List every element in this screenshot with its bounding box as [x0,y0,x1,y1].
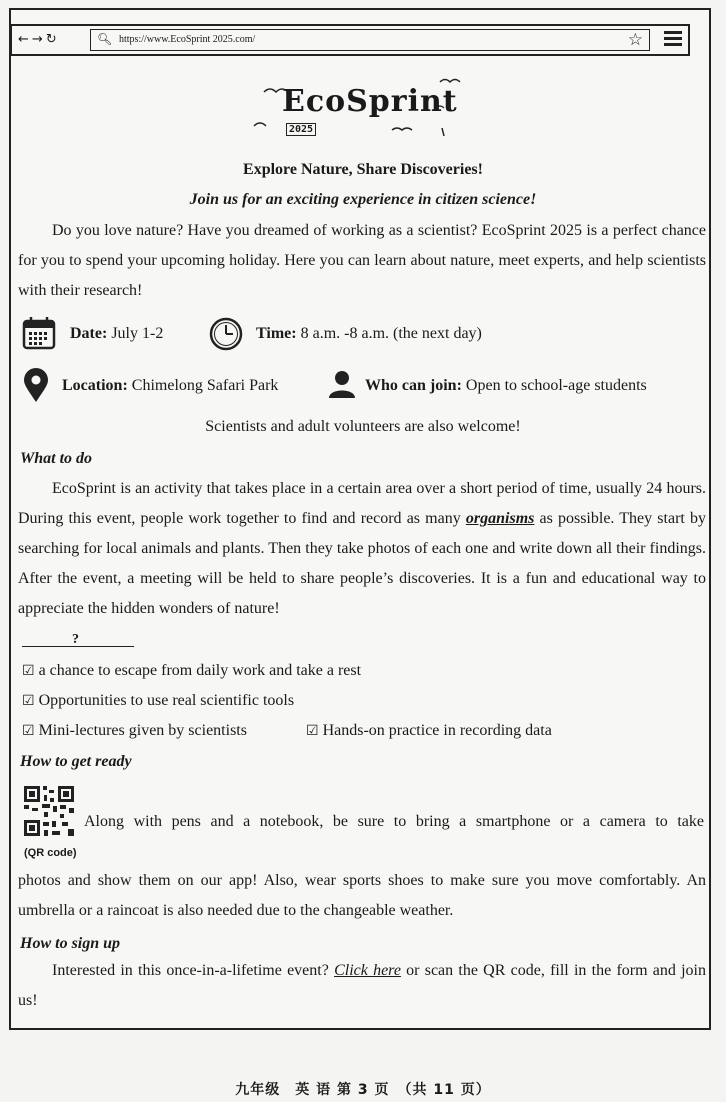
url-text[interactable]: https://www.EcoSprint 2025.com/ [119,34,256,45]
checklist-item [306,721,552,741]
date-value: July 1-2 [111,325,164,342]
checklist-label: a chance to escape from daily work and take a rest [38,662,362,679]
get-ready-line2: photos and show them on our app! Also, wear sports shoes to make sure you move comfortably. An umbrella or a raincoat is also needed due to the changeable weather. [18,872,706,919]
star-icon[interactable]: ☆ [627,30,643,50]
checklist-label: Opportunities to use real scientific tools [38,692,295,709]
ecosprint-logo [250,74,470,144]
sign-up-heading: How to sign up [20,935,121,952]
intro-text: Do you love nature? Have you dreamed of working as a scientist? EcoSprint 2025 is a perfect chance for you to spend your upcoming holiday. Here you can learn about nature, meet experts, and help scientists with their research! [18,222,706,299]
what-to-do-heading: What to do [20,450,93,467]
sign-up-paragraph [18,956,706,1016]
location-value: Chimelong Safari Park [131,377,279,394]
tagline: Join us for an exciting experience in citizen science! [189,191,537,208]
checklist-item [22,691,294,711]
what-to-do-text [18,474,706,624]
get-ready-line1: Along with pens and a notebook, be sure to bring a smartphone or a camera to take [84,813,704,830]
get-ready-paragraph [18,866,706,926]
sign-up-text-part2: or scan the QR code, fill in the form and join us! [18,962,707,1009]
logo-year: 2025 [286,123,316,136]
sign-up-text [18,956,706,1016]
checklist-item [22,721,247,741]
click-here-link[interactable]: Click here [334,962,401,979]
time-label: Time: [256,325,297,342]
nav-controls [18,32,60,47]
who-row [365,376,647,396]
calendar-icon [22,316,56,350]
what-to-do-paragraph [18,474,706,624]
sign-up-text-part1: Interested in this once-in-a-lifetime event? [52,962,335,979]
time-value: 8 a.m. -8 a.m. (the next day) [300,325,482,342]
date-label: Date: [70,325,108,342]
what-to-do-text-part1: EcoSprint is an activity that takes place in a certain area over a short period of time, usually 24 hours. During this event, people work together to find and record as many [18,480,706,527]
who-label: Who can join: [365,377,462,394]
reload-icon[interactable]: ↻ [45,32,58,47]
location-pin-icon [22,368,50,404]
address-bar[interactable] [90,29,650,51]
also-welcome: Scientists and adult volunteers are also welcome! [205,418,521,435]
location-row [62,376,278,396]
checkbox-checked-icon: ☑ [306,723,319,739]
organisms-keyword: organisms [465,510,535,527]
clock-icon [208,316,244,352]
forward-arrow-icon[interactable]: → [31,32,44,47]
what-to-do-text-part2: as possible. They start by searching for local animals and plants. Then they take photos of each one and write down all their findings. After the event, a meeting will be held to share people’s discoveries. It is a fun and educational way to appreciate the hidden wonders of nature! [18,510,707,617]
checklist-label: Mini-lectures given by scientists [38,722,247,739]
qr-caption: (QR code) [24,847,77,859]
checkbox-checked-icon: ☑ [22,693,35,709]
location-label: Location: [62,377,128,394]
intro-paragraph [18,216,706,306]
menu-icon[interactable] [664,31,682,49]
get-ready-heading: How to get ready [20,753,132,770]
person-icon [328,370,356,398]
checkbox-checked-icon: ☑ [22,723,35,739]
date-row [70,324,163,344]
page-footer: 九年级 英 语 第 3 页 （共 11 页） [235,1082,491,1098]
checklist-item [22,661,361,681]
logo-name: EcoSprint [282,84,458,119]
blank-marker: ? [72,632,79,647]
search-icon: 🔍︎ [97,32,113,46]
qr-code-icon[interactable] [22,784,76,838]
back-arrow-icon[interactable]: ← [18,32,30,47]
who-value: Open to school-age students [465,377,647,394]
time-row [256,324,482,344]
checkbox-checked-icon: ☑ [22,663,35,679]
browser-toolbar [10,24,690,56]
headline: Explore Nature, Share Discoveries! [243,161,483,178]
checklist-label: Hands-on practice in recording data [322,722,552,739]
